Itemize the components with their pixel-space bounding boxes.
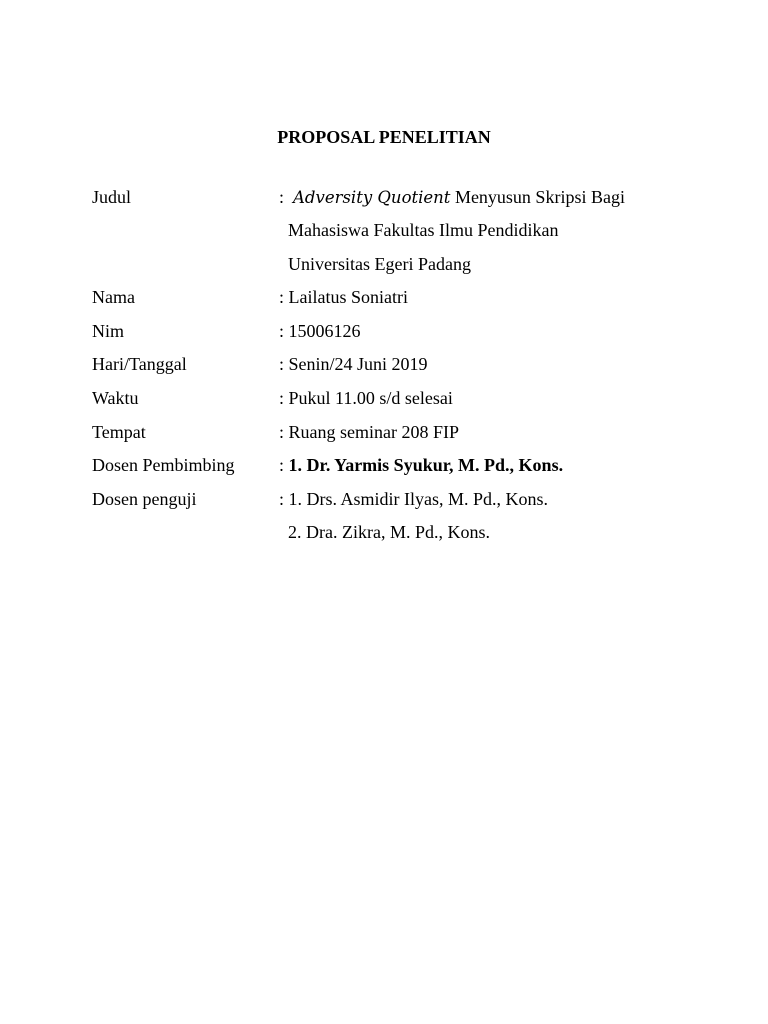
judul-italic-text: Adversity Quotient (293, 188, 451, 207)
label-nama: Nama (92, 287, 135, 307)
row-judul (0, 185, 768, 209)
value-dosen-pembimbing-wrap (279, 453, 563, 477)
value-hari-tanggal: : Senin/24 Juni 2019 (279, 354, 428, 374)
value-judul-line3: Universitas Egeri Padang (288, 254, 471, 274)
label-tempat: Tempat (92, 422, 146, 442)
row-judul-line3 (0, 252, 768, 276)
row-hari-tanggal (0, 352, 768, 376)
row-dosen-penguji (0, 487, 768, 511)
judul-separator: : (279, 187, 285, 207)
value-waktu: : Pukul 11.00 s/d selesai (279, 388, 453, 408)
judul-line1-rest: Menyusun Skripsi Bagi (454, 187, 625, 207)
label-dosen-pembimbing: Dosen Pembimbing (92, 455, 235, 475)
row-tempat (0, 420, 768, 444)
value-dosen-pembimbing: 1. Dr. Yarmis Syukur, M. Pd., Kons. (288, 455, 564, 475)
label-hari-tanggal: Hari/Tanggal (92, 354, 187, 374)
value-dosen-penguji-1: : 1. Drs. Asmidir Ilyas, M. Pd., Kons. (279, 489, 549, 509)
value-judul-line2: Mahasiswa Fakultas Ilmu Pendidikan (288, 220, 559, 240)
label-nim: Nim (92, 321, 125, 341)
row-waktu (0, 386, 768, 410)
value-tempat: : Ruang seminar 208 FIP (279, 422, 459, 442)
row-nama (0, 285, 768, 309)
label-judul: Judul (92, 187, 132, 207)
label-waktu: Waktu (92, 388, 139, 408)
value-nama: : Lailatus Soniatri (279, 287, 408, 307)
document-title: PROPOSAL PENELITIAN (277, 127, 491, 147)
row-dosen-penguji-2 (0, 520, 768, 544)
label-dosen-penguji: Dosen penguji (92, 489, 197, 509)
value-judul-line1 (279, 185, 625, 210)
dosen-pembimbing-separator: : (279, 455, 285, 475)
row-judul-line2 (0, 218, 768, 242)
value-nim: : 15006126 (279, 321, 361, 341)
row-dosen-pembimbing (0, 453, 768, 477)
row-nim (0, 319, 768, 343)
value-dosen-penguji-2: 2. Dra. Zikra, M. Pd., Kons. (288, 522, 490, 542)
